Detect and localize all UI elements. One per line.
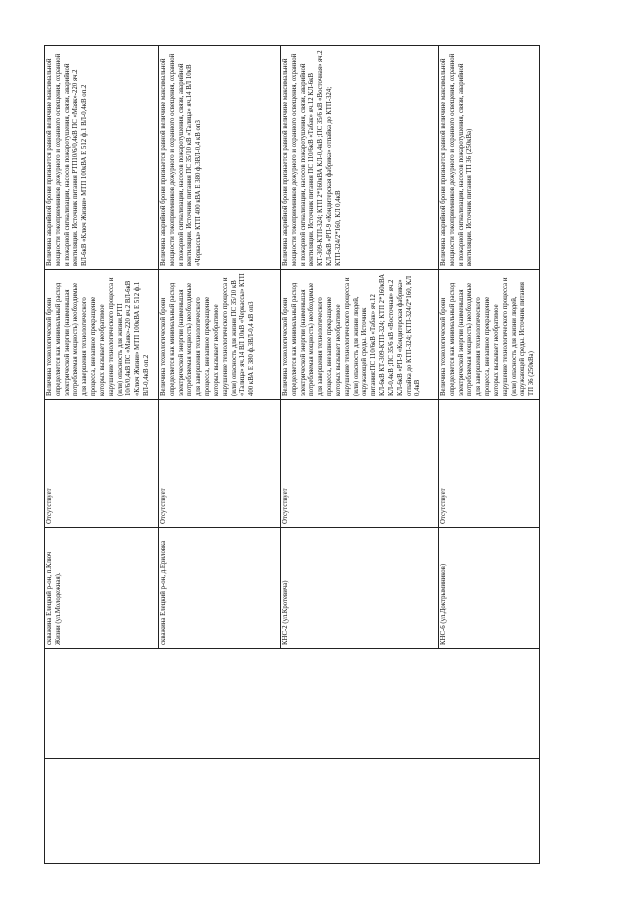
- empty-cell: [439, 759, 540, 864]
- table-row: [281, 46, 439, 864]
- empty-cell: [439, 649, 540, 759]
- status-cell: Отсутствует: [439, 400, 540, 528]
- rotated-table-area: [44, 46, 540, 864]
- emergency-reserve-cell: Величина аварийной брони признается равной величине максимальной мощности токоприемников дежурного и охранного освещения, охранной и пожарной сигнализации, насосов пожаротушения, связи, аварийной вентиляции. Источник питания ТП 36 (250кВа): [439, 46, 540, 270]
- tech-reserve-cell: Величина технологической брони определяется как минимальный расход электрической энергии (наименьшая потребляемая мощность) необходимые для завершения технологического процесса, внезапное прекращение которых вызывает необратимое нарушение технологического процесса и (или) опасность для жизни людей, окружающей среды. Источник питания:ПС 110/6кВ «Табак» яч.12 КЛ-6кВ КТ-309-КТП-324; КТП 2*160кВА КЛ-0,4кВ ;ПС 35/6 кВ «Восточная» яч.2 КЛ-6кВ «РП-9 «Кондитерская фабрика» отпайка до КТП-324; КТП-324/2*160, КЛ 0,4кВ: [281, 270, 439, 400]
- emergency-reserve-cell: Величина аварийной брони признается равной величине максимальной мощности токоприемников дежурного и охранного освещения, охранной и пожарной сигнализации, насосов пожаротушения, связи, аварийной вентиляции. Источник питания ПС 35/10 кВ «Талица» яч.14 ВЛ 10кВ «Черкассы» КТП 400 кВА Е 380 ф.3ВЛ-0,4 кВ оп3: [159, 46, 281, 270]
- empty-cell: [159, 759, 281, 864]
- reserve-table: [44, 45, 540, 864]
- tech-reserve-cell: Величина технологической брони определяется как минимальный расход электрической энергии (наименьшая потребляемая мощность) необходимые для завершения технологического процесса, внезапное прекращение которых вызывает необратимое нарушение технологического процесса и (или) опасность для жизни людей, окружающей среды. Источник питания ТП 36 (250кВа): [439, 270, 540, 400]
- site-cell: КНС-2 (ул.Кротевича): [281, 528, 439, 649]
- site-cell: КНС-6 (ул.Доктрымиников): [439, 528, 540, 649]
- site-cell: скважина Елецкий р-он, д.Ериловка: [159, 528, 281, 649]
- empty-cell: [45, 759, 159, 864]
- empty-cell: [281, 759, 439, 864]
- table-row: [439, 46, 540, 864]
- empty-cell: [281, 649, 439, 759]
- table-row: [159, 46, 281, 864]
- empty-cell: [159, 649, 281, 759]
- emergency-reserve-cell: Величина аварийной брони признается равной величине максимальной мощности токоприемников дежурного и охранного освещения, охранной и пожарной сигнализации, насосов пожаротушения, связи, аварийной вентиляции. Источник питания ПС 110/6кВ «Табак» яч.12 КЛ-6кВ КТ-309-КТП-324; КТП 2*160кВА КЛ-0,4кВ ;ПС 35/6 кВ «Восточная» яч.2 КЛ-6кВ «РП-9 «Кондитерская фабрика» отпайка до КТП-324; КТП-324/2*160, КЛ 0,4кВ: [281, 46, 439, 270]
- tech-reserve-cell: Величина технологической брони определяется как минимальный расход электрической энергии (наименьшая потребляемая мощность) необходимые для завершения технологического процесса, внезапное прекращение которых вызывает необратимое нарушение технологического процесса и (или) опасность для жизни ПС 35/10 кВ «Талица» яч.14 ВЛ 10кВ «Черкассы» КТП 400 кВА Е 380 ф.3ВЛ-0,4 кВ оп3: [159, 270, 281, 400]
- tech-reserve-cell: Величина технологической брони определяется как минимальный расход электрической энергии (наименьшая потребляемая мощность) необходимые для завершения технологического процесса, внезапное прекращение которых вызывает необратимое нарушение технологического процесса и (или) опасность для жизни.РТП 10/6/0,4кВ ПС «Маяк»-220 яч.2 ВЛ-6кВ «Ключ Жизни» МТП 100кВА Е 512 ф.1 ВЛ-0,4кВ оп.2: [45, 270, 159, 400]
- empty-cell: [45, 649, 159, 759]
- emergency-reserve-cell: Величина аварийной брони признается равной величине максимальной мощности токоприемников дежурного и охранного освещения, охранной и пожарной сигнализации, насосов пожаротушения, связи, аварийной вентиляции. Источник питания РТП10/6/0,4кВ ПС «Маяк»-220 яч.2 ВЛ-6кВ «Ключ Жизни» МТП 100кВА Е 512 ф.1 ВЛ-0,4кВ оп.2: [45, 46, 159, 270]
- status-cell: Отсутствует: [159, 400, 281, 528]
- site-cell: скважина Елецкий р-он, п.Ключ Жизни (ул.Молодежная).: [45, 528, 159, 649]
- status-cell: Отсутствует: [45, 400, 159, 528]
- table-row: [45, 46, 159, 864]
- status-cell: Отсутствует: [281, 400, 439, 528]
